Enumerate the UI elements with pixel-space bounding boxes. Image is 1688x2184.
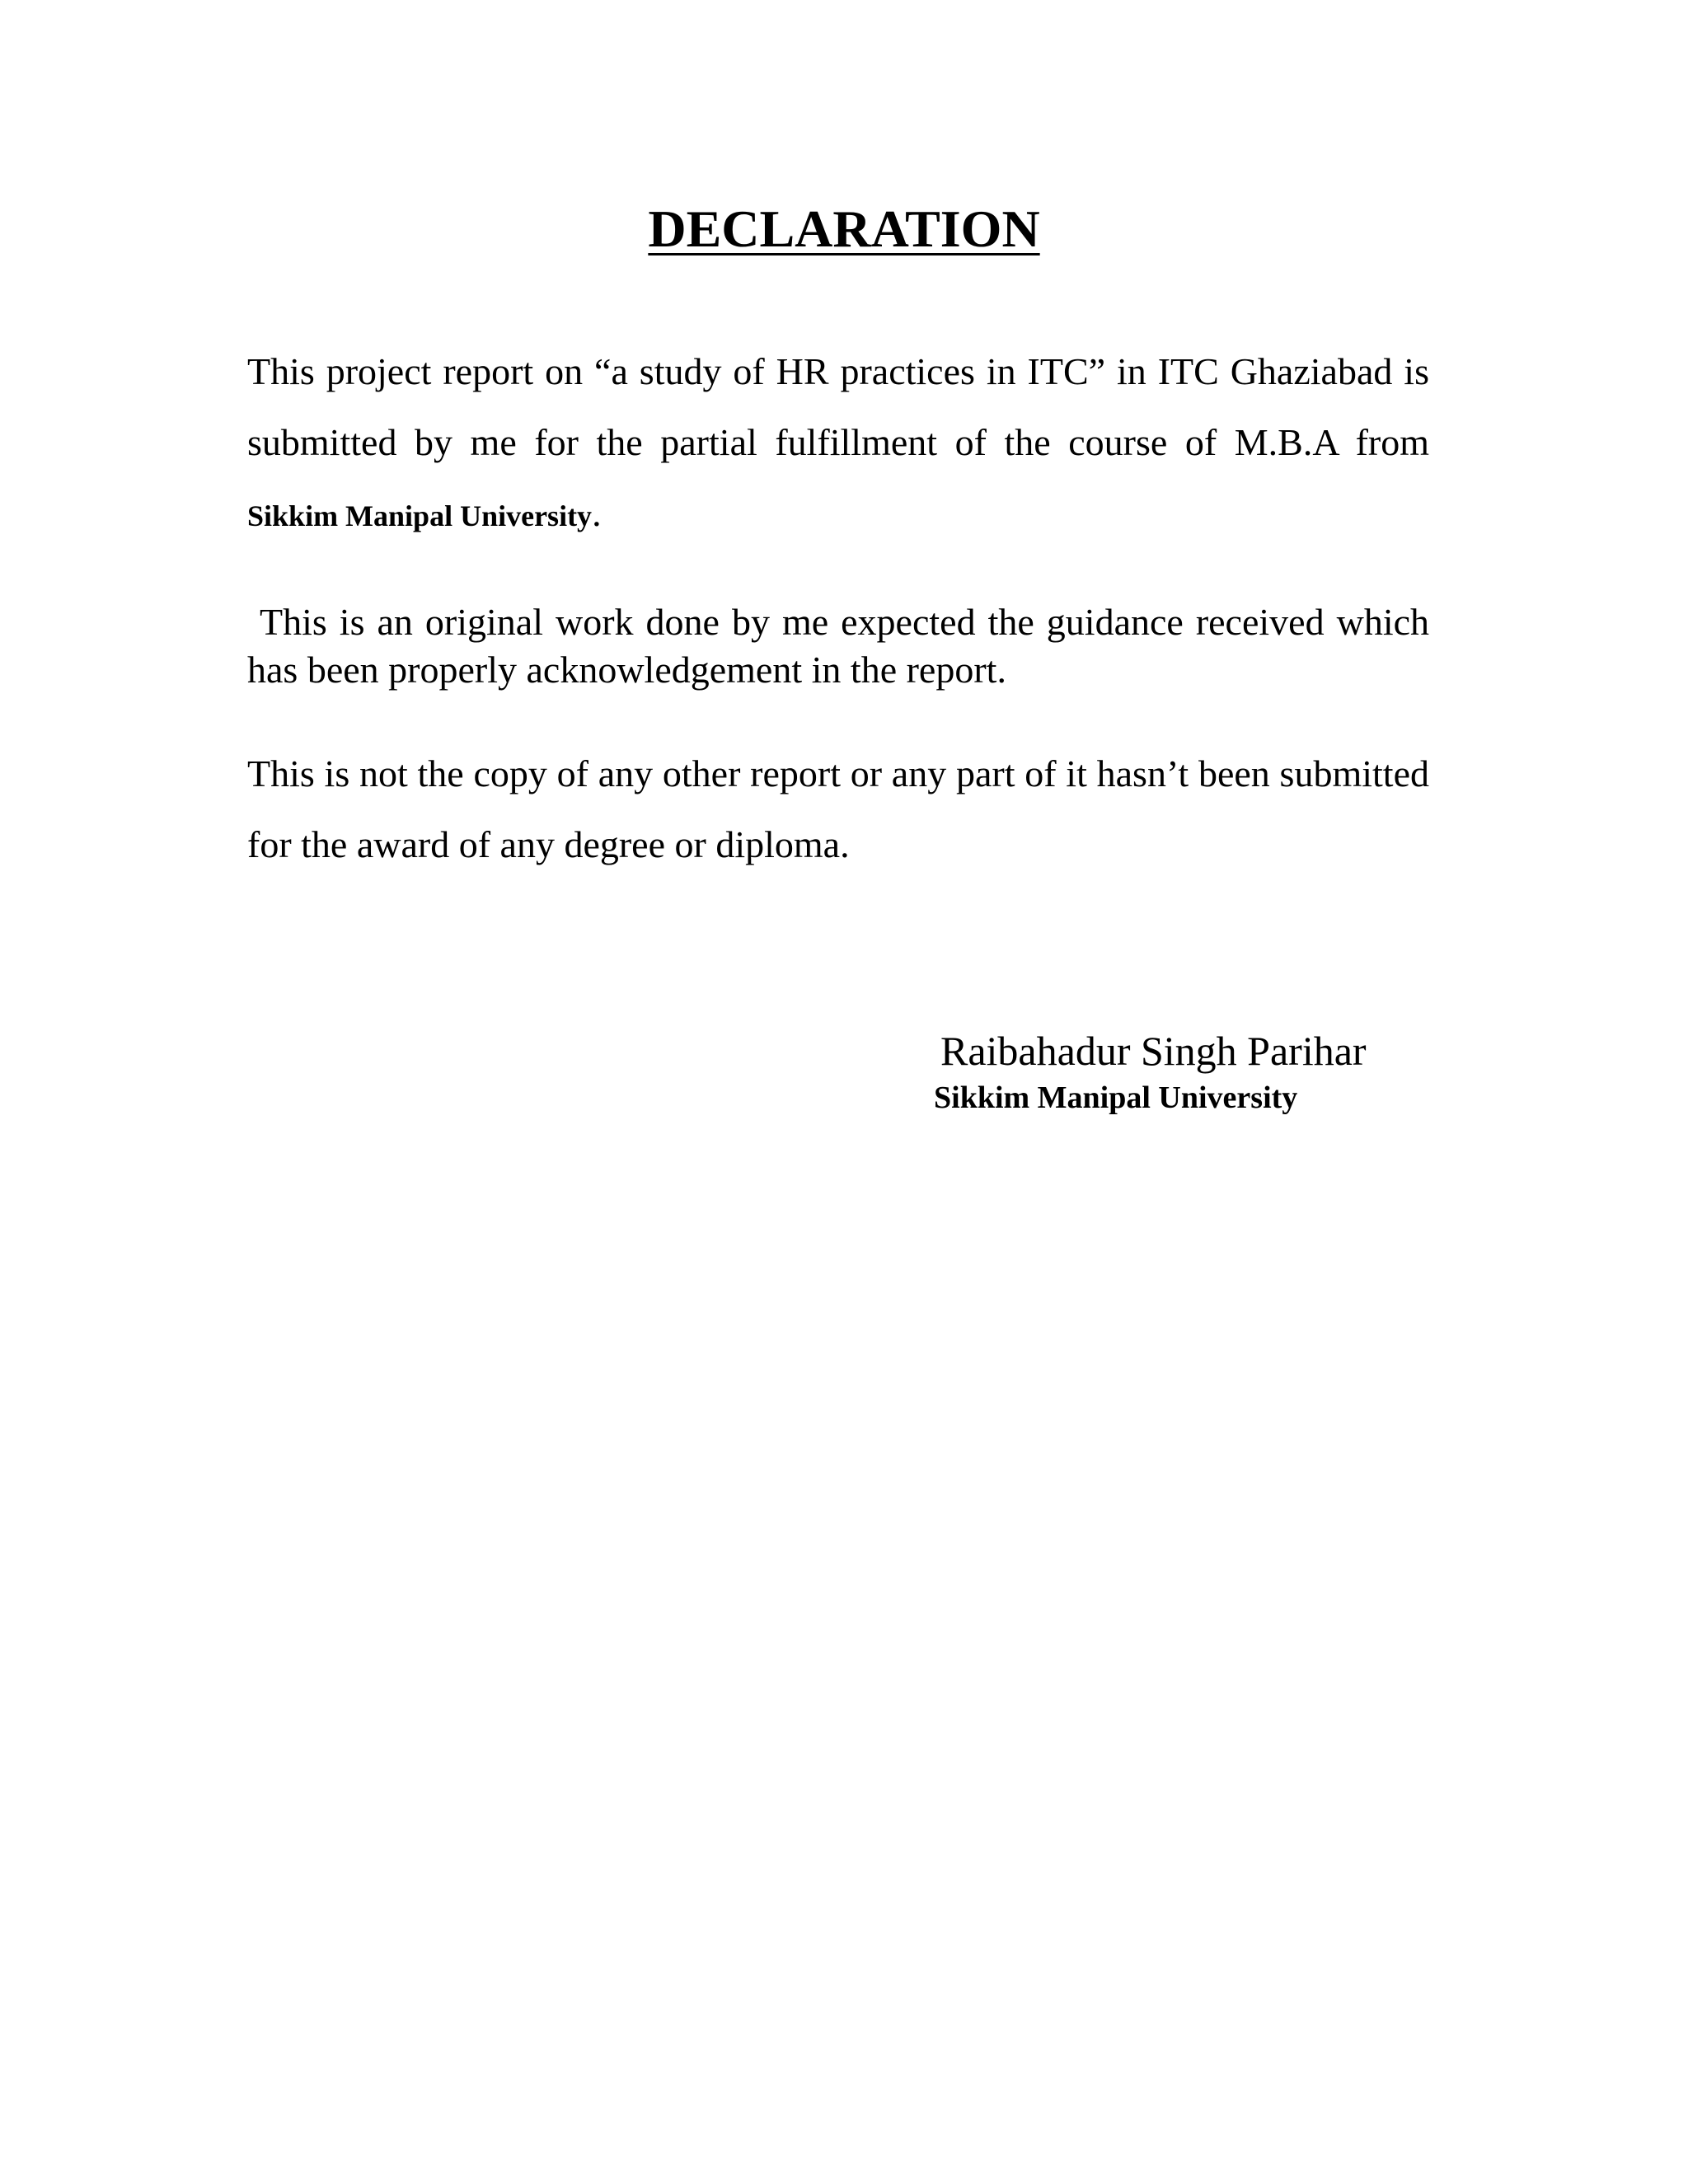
declaration-paragraph-3: This is not the copy of any other report or any part of it hasn’t been submitted for the award of any degree or diploma.: [247, 752, 1429, 865]
signature-name: Raibahadur Singh Parihar: [940, 1028, 1367, 1074]
university-name-inline: Sikkim Manipal University: [247, 499, 593, 532]
signature-organization: Sikkim Manipal University: [934, 1080, 1298, 1115]
paragraph-1-end: .: [592, 492, 602, 534]
declaration-paragraph-2: This is an original work done by me expected the guidance received which has been properly acknowledgement in the report.: [247, 601, 1439, 691]
page-title: DECLARATION: [648, 199, 1040, 258]
paragraph-1-text: This project report on “a study of HR practices in ITC” in ITC Ghaziabad is submitted by me for the partial fulfillment of the course of M.B.A from: [247, 350, 1429, 463]
declaration-paragraph-1: [247, 336, 1429, 551]
